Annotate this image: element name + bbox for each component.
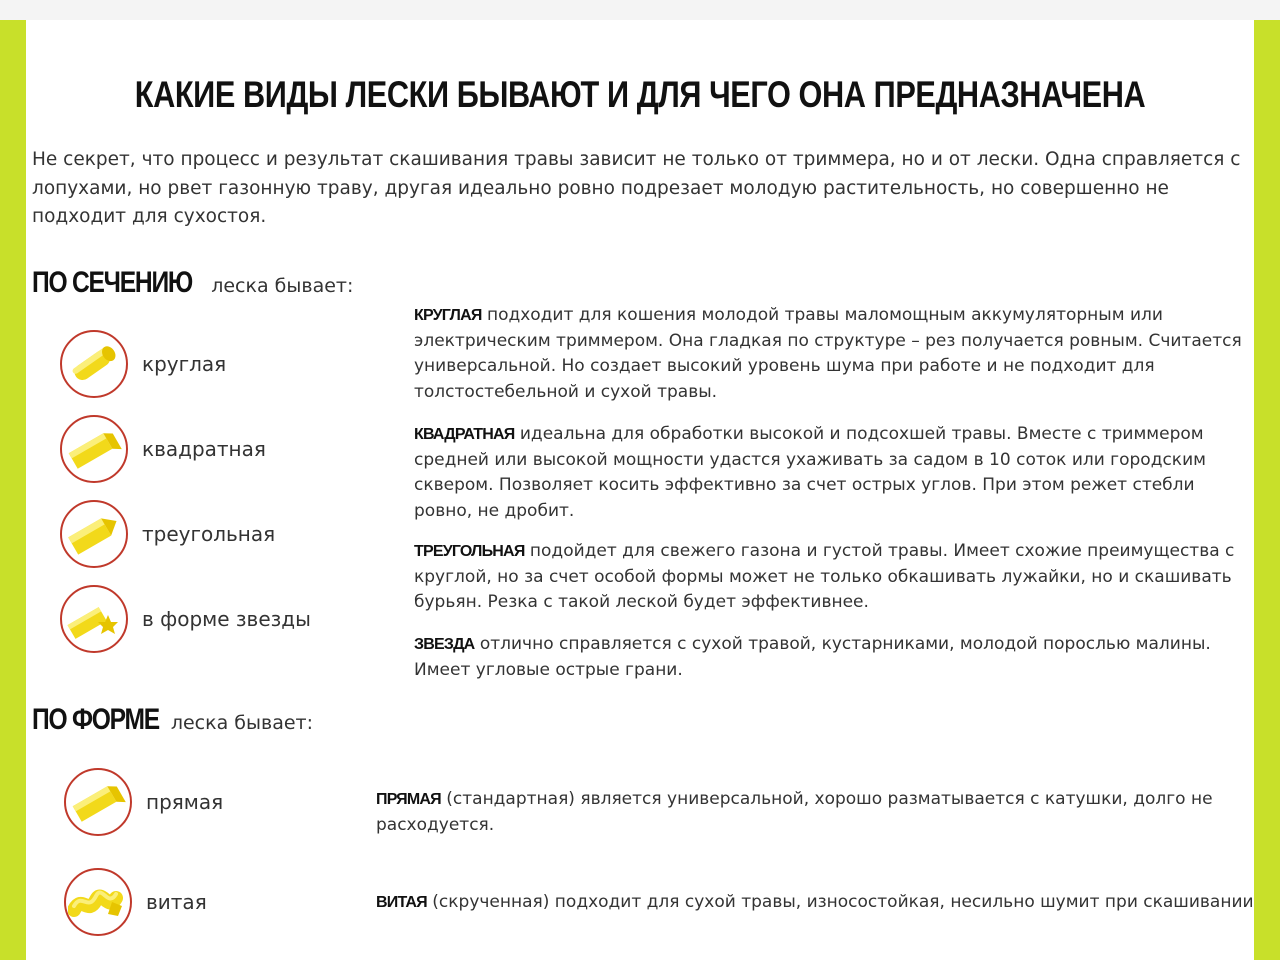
desc-round: [414, 303, 1250, 405]
list-item-straight: [64, 768, 223, 836]
desc-square-text: идеальна для обработки высокой и подсохшей травы. Вместе с триммером средней или высокой мощности удастся ухаживать за садом в 10 соток или городским сквером. Позволяет косить эффективно за счет острых углов. При этом режет стебли ровно, не дробит.: [414, 424, 1206, 521]
desc-twisted-text: (скрученная) подходит для сухой травы, износостойкая, несильно шумит при скашивании: [426, 892, 1254, 912]
item-label-straight: прямая: [146, 790, 224, 814]
list-item-square: [60, 415, 266, 483]
desc-square-keyword: КВАДРАТНАЯ: [414, 426, 515, 443]
section-shape-suffix: леска бывает:: [164, 712, 313, 734]
top-margin: [0, 0, 1280, 20]
desc-straight: [376, 787, 1236, 838]
desc-square: [414, 422, 1250, 524]
star-line-icon: [60, 585, 128, 653]
list-item-star: [60, 585, 311, 653]
list-item-twisted: [64, 868, 207, 936]
right-accent-bar: [1254, 20, 1280, 960]
item-label-triangle: треугольная: [142, 522, 276, 546]
desc-triangle-keyword: ТРЕУГОЛЬНАЯ: [414, 543, 525, 560]
desc-straight-text: (стандартная) является универсальной, хорошо разматывается с катушки, долго не расходуется.: [376, 789, 1213, 835]
item-label-twisted: витая: [146, 890, 207, 914]
desc-triangle: [414, 539, 1250, 616]
list-item-triangle: [60, 500, 275, 568]
page-title: КАКИЕ ВИДЫ ЛЕСКИ БЫВАЮТ И ДЛЯ ЧЕГО ОНА ПРЕДНАЗНАЧЕНА: [134, 74, 1146, 115]
desc-round-keyword: КРУГЛАЯ: [414, 307, 482, 324]
section-shape-keyword: ПО ФОРМЕ: [32, 703, 159, 736]
section-cross-keyword: ПО СЕЧЕНИЮ: [32, 266, 193, 299]
list-item-round: [60, 330, 226, 398]
desc-star-text: отлично справляется с сухой травой, кустарниками, молодой порослью малины. Имеет угловые острые грани.: [414, 634, 1211, 680]
round-line-icon: [60, 330, 128, 398]
desc-star: [414, 632, 1250, 683]
desc-straight-keyword: ПРЯМАЯ: [376, 791, 441, 808]
desc-twisted: [376, 890, 1256, 916]
item-label-star: в форме звезды: [142, 607, 311, 631]
item-label-square: квадратная: [142, 437, 266, 461]
section-cross-suffix: леска бывает:: [205, 275, 354, 297]
desc-star-keyword: ЗВЕЗДА: [414, 636, 475, 653]
square-line-icon: [60, 415, 128, 483]
intro-paragraph: Не секрет, что процесс и результат скашивания травы зависит не только от триммера, но и от лески. Одна справляется с лопухами, но рвет газонную траву, другая идеально ровно подрезает молодую растительность, но совершенно не подходит для сухостоя.: [32, 149, 1241, 227]
left-accent-bar: [0, 20, 26, 960]
desc-twisted-keyword: ВИТАЯ: [376, 894, 427, 911]
desc-triangle-text: подойдет для свежего газона и густой травы. Имеет схожие преимущества с круглой, но за счет особой формы может не только обкашивать лужайки, но и скашивать бурьян. Резка с такой леской будет эффективнее.: [414, 541, 1235, 612]
section-shape-heading: [32, 703, 313, 737]
section-cross-heading: [32, 266, 353, 300]
item-label-round: круглая: [142, 352, 227, 376]
twisted-line-icon: [64, 868, 132, 936]
triangle-line-icon: [60, 500, 128, 568]
straight-line-icon: [64, 768, 132, 836]
desc-round-text: подходит для кошения молодой травы маломощным аккумуляторным или электрическим триммером. Она гладкая по структуре – рез получается ровным. Считается универсальной. Но создает высокий уровень шума при работе и не подходит для толстостебельной и сухой травы.: [414, 305, 1242, 402]
